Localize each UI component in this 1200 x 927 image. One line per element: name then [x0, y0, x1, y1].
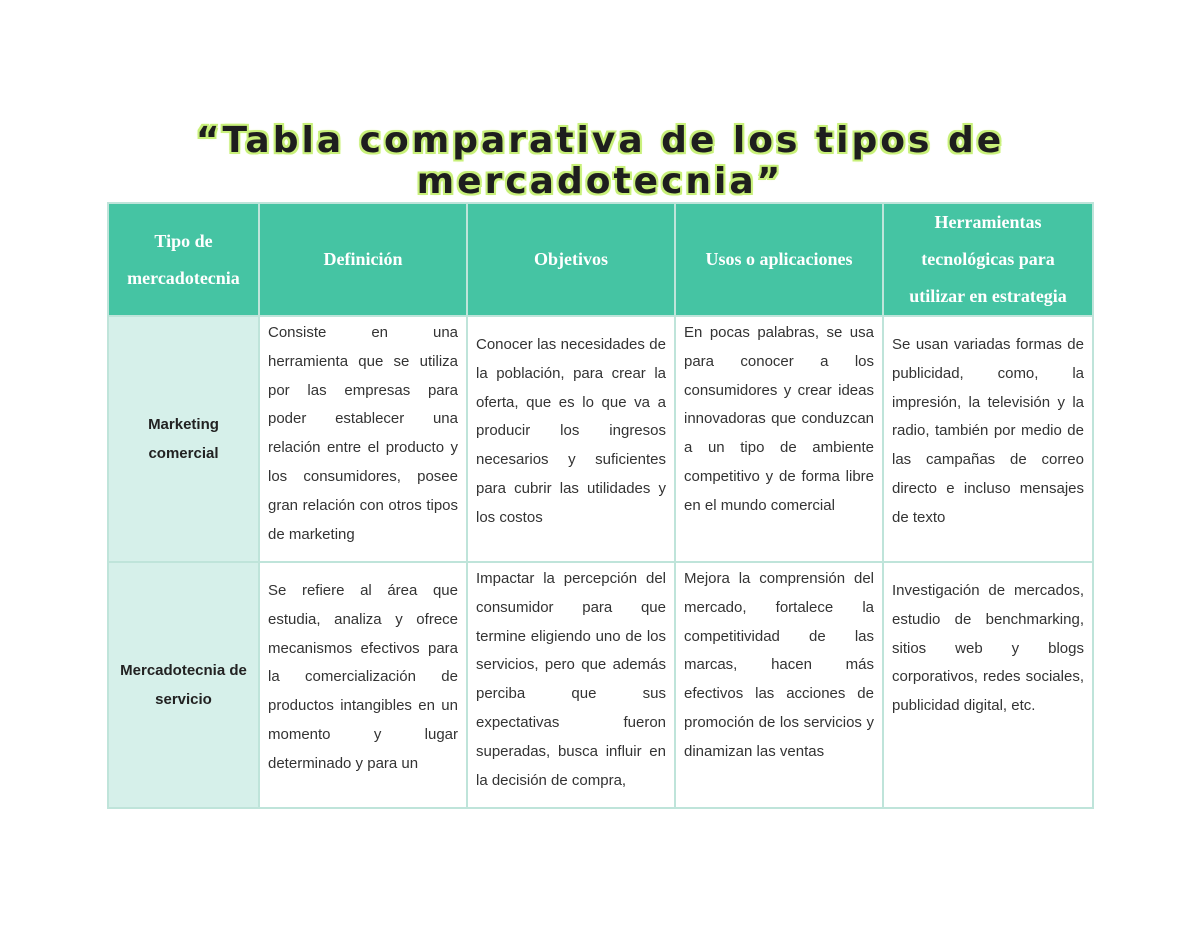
objectives-cell: Conocer las necesidades de la población, para crear la oferta, que es lo que va a producir los ingresos necesarios y suficientes para cubrir las utilidades y los costos: [467, 316, 675, 562]
table-row: [108, 316, 1093, 562]
definition-cell: Consiste en una herramienta que se utiliza por las empresas para poder establecer una relación entre el producto y los consumidores, posee gran relación con otros tipos de marketing: [259, 316, 467, 562]
header-herramientas: Herramientas tecnológicas para utilizar en estrategia: [883, 203, 1093, 316]
table-row: [108, 562, 1093, 808]
tools-cell: Se usan variadas formas de publicidad, como, la impresión, la televisión y la radio, también por medio de las campañas de correo directo e incluso mensajes de texto: [883, 316, 1093, 562]
tools-cell: Investigación de mercados, estudio de benchmarking, sitios web y blogs corporativos, redes sociales, publicidad digital, etc.: [883, 562, 1093, 808]
header-usos: Usos o aplicaciones: [675, 203, 883, 316]
header-objetivos: Objetivos: [467, 203, 675, 316]
uses-cell: Mejora la comprensión del mercado, fortalece la competitividad de las marcas, hacen más efectivos las acciones de promoción de los servicios y dinamizan las ventas: [675, 562, 883, 808]
objectives-cell: Impactar la percepción del consumidor para que termine eligiendo uno de los servicios, pero que además perciba que sus expectativas fueron superadas, busca influir en la decisión de compra,: [467, 562, 675, 808]
row-type-label: Marketing comercial: [108, 316, 259, 562]
header-tipo: Tipo de mercadotecnia: [108, 203, 259, 316]
comparison-table: [107, 202, 1094, 809]
table-header-row: [108, 203, 1093, 316]
document-title: “Tabla comparativa de los tipos de mercadotecnia”: [195, 120, 1005, 202]
uses-cell: En pocas palabras, se usa para conocer a los consumidores y crear ideas innovadoras que conduzcan a un tipo de ambiente competitivo y de forma libre en el mundo comercial: [675, 316, 883, 562]
row-type-label: Mercadotecnia de servicio: [108, 562, 259, 808]
header-definicion: Definición: [259, 203, 467, 316]
definition-cell: Se refiere al área que estudia, analiza y ofrece mecanismos efectivos para la comercialización de productos intangibles en un momento y lugar determinado y para un: [259, 562, 467, 808]
